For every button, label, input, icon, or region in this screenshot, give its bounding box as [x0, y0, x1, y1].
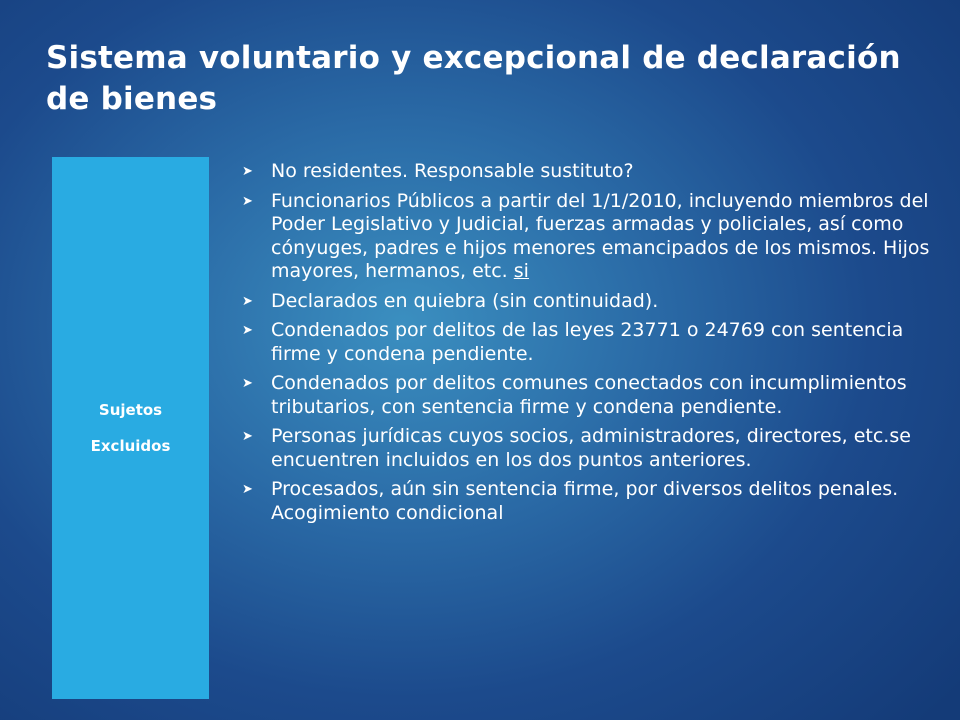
- arrow-right-icon: ➤: [242, 164, 253, 179]
- slide-title: Sistema voluntario y excepcional de declaración de bienes: [46, 40, 901, 117]
- arrow-right-icon: ➤: [242, 376, 253, 391]
- bullet-text: Condenados por delitos comunes conectados con incumplimientos tributarios, con sentencia firme y condena pendiente.: [271, 372, 907, 418]
- arrow-right-icon: ➤: [242, 193, 253, 209]
- bullet-text: No residentes. Responsable sustituto?: [271, 160, 634, 182]
- bullet-item: [242, 319, 947, 366]
- bullet-text: Procesados, aún sin sentencia firme, por diversos delitos penales. Acogimiento condicional: [271, 478, 899, 524]
- bullet-item: [242, 290, 947, 314]
- bullet-text: Declarados en quiebra (sin continuidad).: [271, 289, 659, 312]
- arrow-right-icon: ➤: [242, 293, 253, 309]
- arrow-right-icon: ➤: [242, 323, 253, 338]
- si-link[interactable]: si: [513, 260, 529, 282]
- bullet-text: Condenados por delitos de las leyes 23771 o 24769 con sentencia firme y condena pendiente.: [271, 319, 904, 365]
- category-label-line1: Sujetos: [98, 401, 163, 419]
- bullet-item: [242, 478, 947, 525]
- category-box: [52, 157, 209, 699]
- bullet-item: [242, 372, 947, 419]
- bullet-item: [242, 190, 947, 284]
- arrow-right-icon: ➤: [242, 429, 253, 444]
- arrow-right-icon: ➤: [242, 482, 253, 497]
- bullet-text: Funcionarios Públicos a partir del 1/1/2010, incluyendo miembros del Poder Legislativo y Judicial, fuerzas armadas y policiales, así como cónyuges, padres e hijos menores emancipados de los mismos. Hijos mayores, hermanos, etc.: [271, 189, 930, 282]
- bullet-item: [242, 160, 947, 184]
- bullet-text: Personas jurídicas cuyos socios, administradores, directores, etc.se encuentren incluidos en los dos puntos anteriores.: [271, 425, 911, 471]
- category-label-line2: Excluidos: [90, 437, 171, 455]
- bullet-item: [242, 425, 947, 472]
- bullet-list: [242, 160, 947, 531]
